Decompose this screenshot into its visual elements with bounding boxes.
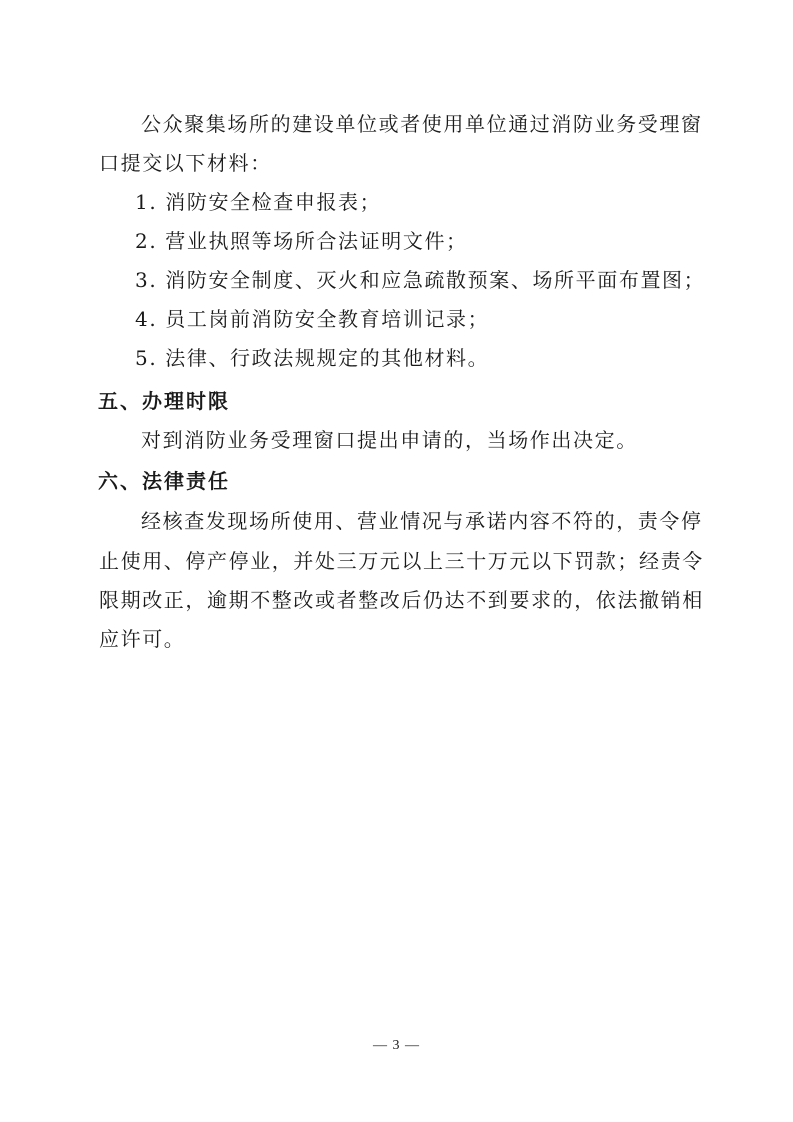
liability-text-line-3: 限期改正，逾期不整改或者整改后仍达不到要求的，依法撤销相 — [99, 588, 704, 612]
liability-text-line-1: 经核查发现场所使用、营业情况与承诺内容不符的，责令停 — [141, 509, 703, 533]
material-item-1: 1. 消防安全检查申报表； — [135, 190, 382, 214]
material-item-5: 5. 法律、行政法规规定的其他材料。 — [135, 346, 490, 370]
material-item-4: 4. 员工岗前消防安全教育培训记录； — [135, 307, 490, 331]
material-item-3: 3. 消防安全制度、灭火和应急疏散预案、场所平面布置图； — [135, 268, 706, 292]
liability-text-line-2: 止使用、停产停业，并处三万元以上三十万元以下罚款；经责令 — [99, 549, 704, 573]
page-number: — 3 — — [373, 1038, 420, 1053]
material-item-2: 2. 营业执照等场所合法证明文件； — [135, 229, 468, 253]
materials-intro-line-2: 口提交以下材料： — [99, 151, 272, 175]
time-limit-text: 对到消防业务受理窗口提出申请的，当场作出决定。 — [141, 428, 638, 452]
section-heading-time-limit: 五、办理时限 — [98, 389, 230, 413]
section-heading-legal-liability: 六、法律责任 — [98, 469, 230, 493]
materials-intro-line-1: 公众聚集场所的建设单位或者使用单位通过消防业务受理窗 — [141, 112, 703, 136]
liability-text-line-4: 应许可。 — [99, 627, 186, 651]
